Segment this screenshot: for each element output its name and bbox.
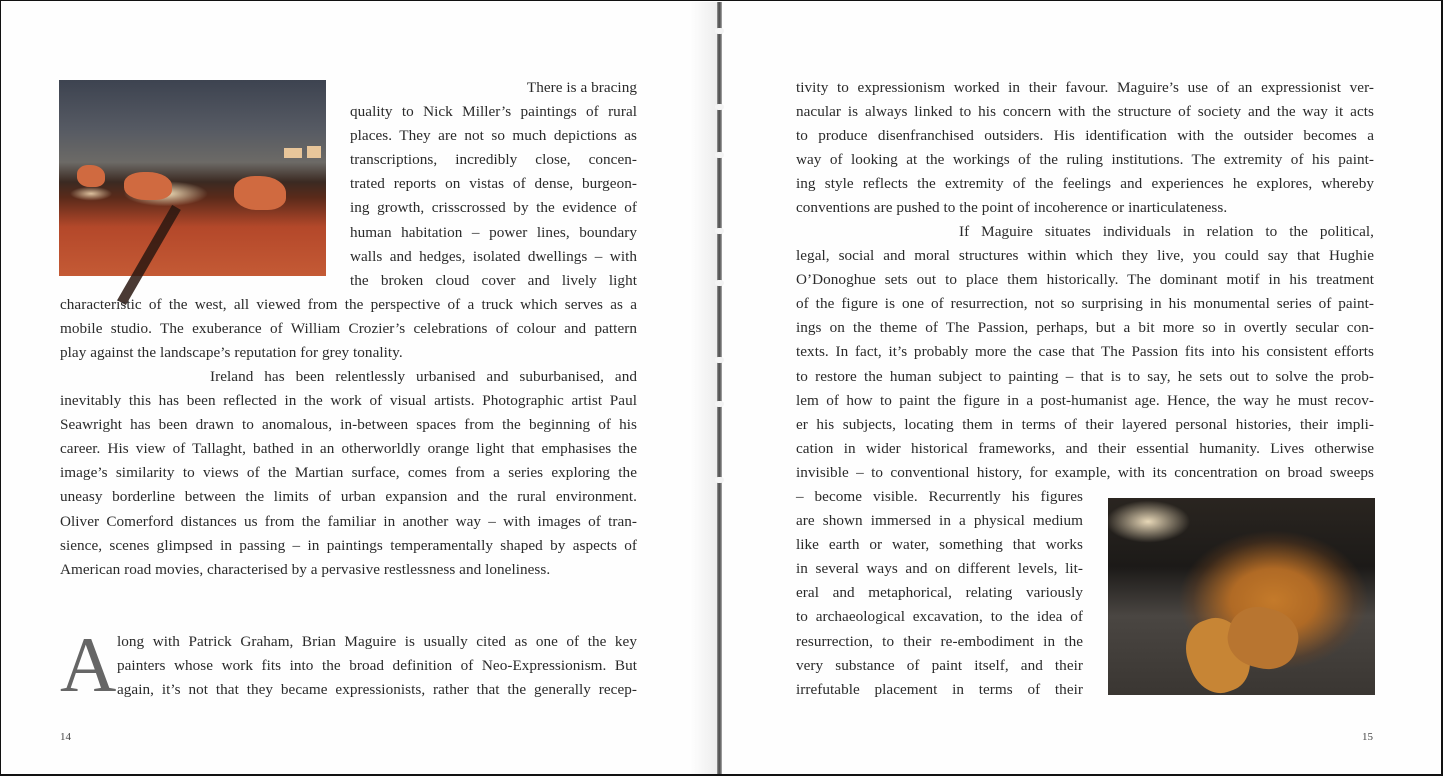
text-line: career. His view of Tallaght, bathed in an otherworldly orange light that emphasises the xyxy=(60,440,637,458)
text-line: places. They are not so much depictions as xyxy=(350,127,637,145)
left-paragraph-1a xyxy=(350,76,637,293)
text-line: tivity to expressionism worked in their favour. Maguire’s use of an expressionist ver- xyxy=(796,79,1374,96)
book-spine xyxy=(717,2,722,774)
text-line: resurrection, to their re-embodiment in the xyxy=(796,632,1083,650)
text-line: mobile studio. The exuberance of William Crozier’s celebrations of colour and pattern xyxy=(60,320,637,338)
text-line: ing growth, crisscrossed by the evidence of xyxy=(350,199,637,217)
odonoghue-painting xyxy=(1108,498,1375,695)
right-paragraph-2-wrapped xyxy=(796,485,1083,702)
text-line: to produce disenfranchised outsiders. His identification with the outsider becomes a xyxy=(796,127,1374,145)
text-line: very substance of paint itself, and their xyxy=(796,656,1083,674)
text-line: transcriptions, incredibly close, concen- xyxy=(350,151,637,169)
text-line: trated reports on vistas of dense, burgeon- xyxy=(350,175,637,193)
text-line: legal, social and moral structures within which they live, you could say that Hughie xyxy=(796,247,1374,265)
text-line: image’s similarity to views of the Martian surface, comes from a series exploring the xyxy=(60,464,637,482)
stitch-mark xyxy=(715,28,724,34)
text-line: uneasy borderline between the limits of urban expansion and the rural environment. xyxy=(60,488,637,506)
left-paragraph-2 xyxy=(60,365,637,582)
text-line: ing style reflects the extremity of the feelings and experiences he explores, whereby xyxy=(796,175,1374,193)
text-line: again, it’s not that they became expressionists, rather that the generally recep- xyxy=(117,681,637,699)
text-line: to archaeological excavation, to the idea of xyxy=(796,608,1083,626)
text-line: cation in wider historical frameworks, and their essential humanity. Lives otherwise xyxy=(796,439,1374,457)
stitch-mark xyxy=(715,152,724,158)
text-line: long with Patrick Graham, Brian Maguire is usually cited as one of the key xyxy=(117,633,637,650)
text-line: lem of how to paint the figure in a post-humanist age. Hence, the way he must recov- xyxy=(796,391,1374,409)
text-line: way of looking at the workings of the ruling institutions. The extremity of his paint- xyxy=(796,151,1374,169)
text-line: If Maguire situates individuals in relation to the political, xyxy=(959,223,1374,240)
text-line: – become visible. Recurrently his figures xyxy=(796,488,1083,505)
page-number-right: 15 xyxy=(1362,731,1373,743)
left-section-2 xyxy=(117,630,637,702)
text-line: irrefutable placement in terms of their xyxy=(796,680,1083,698)
text-line: Ireland has been relentlessly urbanised and suburbanised, and xyxy=(210,368,637,385)
text-line: nacular is always linked to his concern with the structure of society and the way it acts xyxy=(796,103,1374,121)
stitch-mark xyxy=(715,357,724,363)
text-line: play against the landscape’s reputation for grey tonality. xyxy=(60,344,403,362)
text-line: O’Donoghue sets out to place them historically. The dominant motif in his treatment xyxy=(796,271,1374,289)
text-line: are shown immersed in a physical medium xyxy=(796,512,1083,530)
text-line: invisible – to conventional history, for example, with its concentration on broad sweeps xyxy=(796,463,1374,481)
stitch-mark xyxy=(715,228,724,234)
text-line: There is a bracing xyxy=(526,79,637,96)
text-line: walls and hedges, isolated dwellings – with xyxy=(350,247,637,265)
text-line: in several ways and on different levels, lit- xyxy=(796,560,1083,578)
text-line: ings on the theme of The Passion, perhaps, but a bit more so in overtly secular con- xyxy=(796,319,1374,337)
text-line: inevitably this has been reflected in the work of visual artists. Photographic artist Paul xyxy=(60,392,637,410)
left-paragraph-1b xyxy=(60,293,637,365)
text-line: to restore the human subject to painting – that is to say, he sets out to solve the prob- xyxy=(796,367,1374,385)
text-line: like earth or water, something that works xyxy=(796,536,1083,554)
text-line: eral and metaphorical, relating variously xyxy=(796,584,1083,602)
tallaght-photo xyxy=(59,80,326,276)
text-line: er his subjects, locating them in terms of their layered personal histories, their impli- xyxy=(796,415,1374,433)
drop-cap: A xyxy=(60,621,117,708)
stitch-mark xyxy=(715,401,724,407)
text-line: Oliver Comerford distances us from the familiar in another way – with images of tran- xyxy=(60,512,637,530)
right-paragraph-2 xyxy=(796,220,1374,485)
text-line: human habitation – power lines, boundary xyxy=(350,223,637,241)
text-line: Seawright has been drawn to anomalous, in-between spaces from the beginning of his xyxy=(60,416,637,434)
spine-shadow xyxy=(690,2,718,774)
text-line: American road movies, characterised by a pervasive restlessness and loneliness. xyxy=(60,560,551,578)
text-line: conventions are pushed to the point of incoherence or inarticulateness. xyxy=(796,199,1228,217)
text-line: texts. In fact, it’s probably more the case that The Passion fits into his consistent efforts xyxy=(796,343,1374,361)
text-line: the broken cloud cover and lively light xyxy=(350,271,637,289)
text-line: characteristic of the west, all viewed from the perspective of a truck which serves as a xyxy=(60,296,637,313)
text-line: painters whose work fits into the broad definition of Neo-Expressionism. But xyxy=(117,657,637,675)
right-paragraph-1 xyxy=(796,76,1374,221)
stitch-mark xyxy=(715,477,724,483)
text-line: of the figure is one of resurrection, not so surprising in his monumental series of paint- xyxy=(796,295,1374,313)
stitch-mark xyxy=(715,280,724,286)
text-line: sience, scenes glimpsed in passing – in paintings temperamentally shaped by aspects of xyxy=(60,536,637,554)
stitch-mark xyxy=(715,104,724,110)
text-line: quality to Nick Miller’s paintings of rural xyxy=(350,103,637,121)
page-number-left: 14 xyxy=(60,731,71,743)
